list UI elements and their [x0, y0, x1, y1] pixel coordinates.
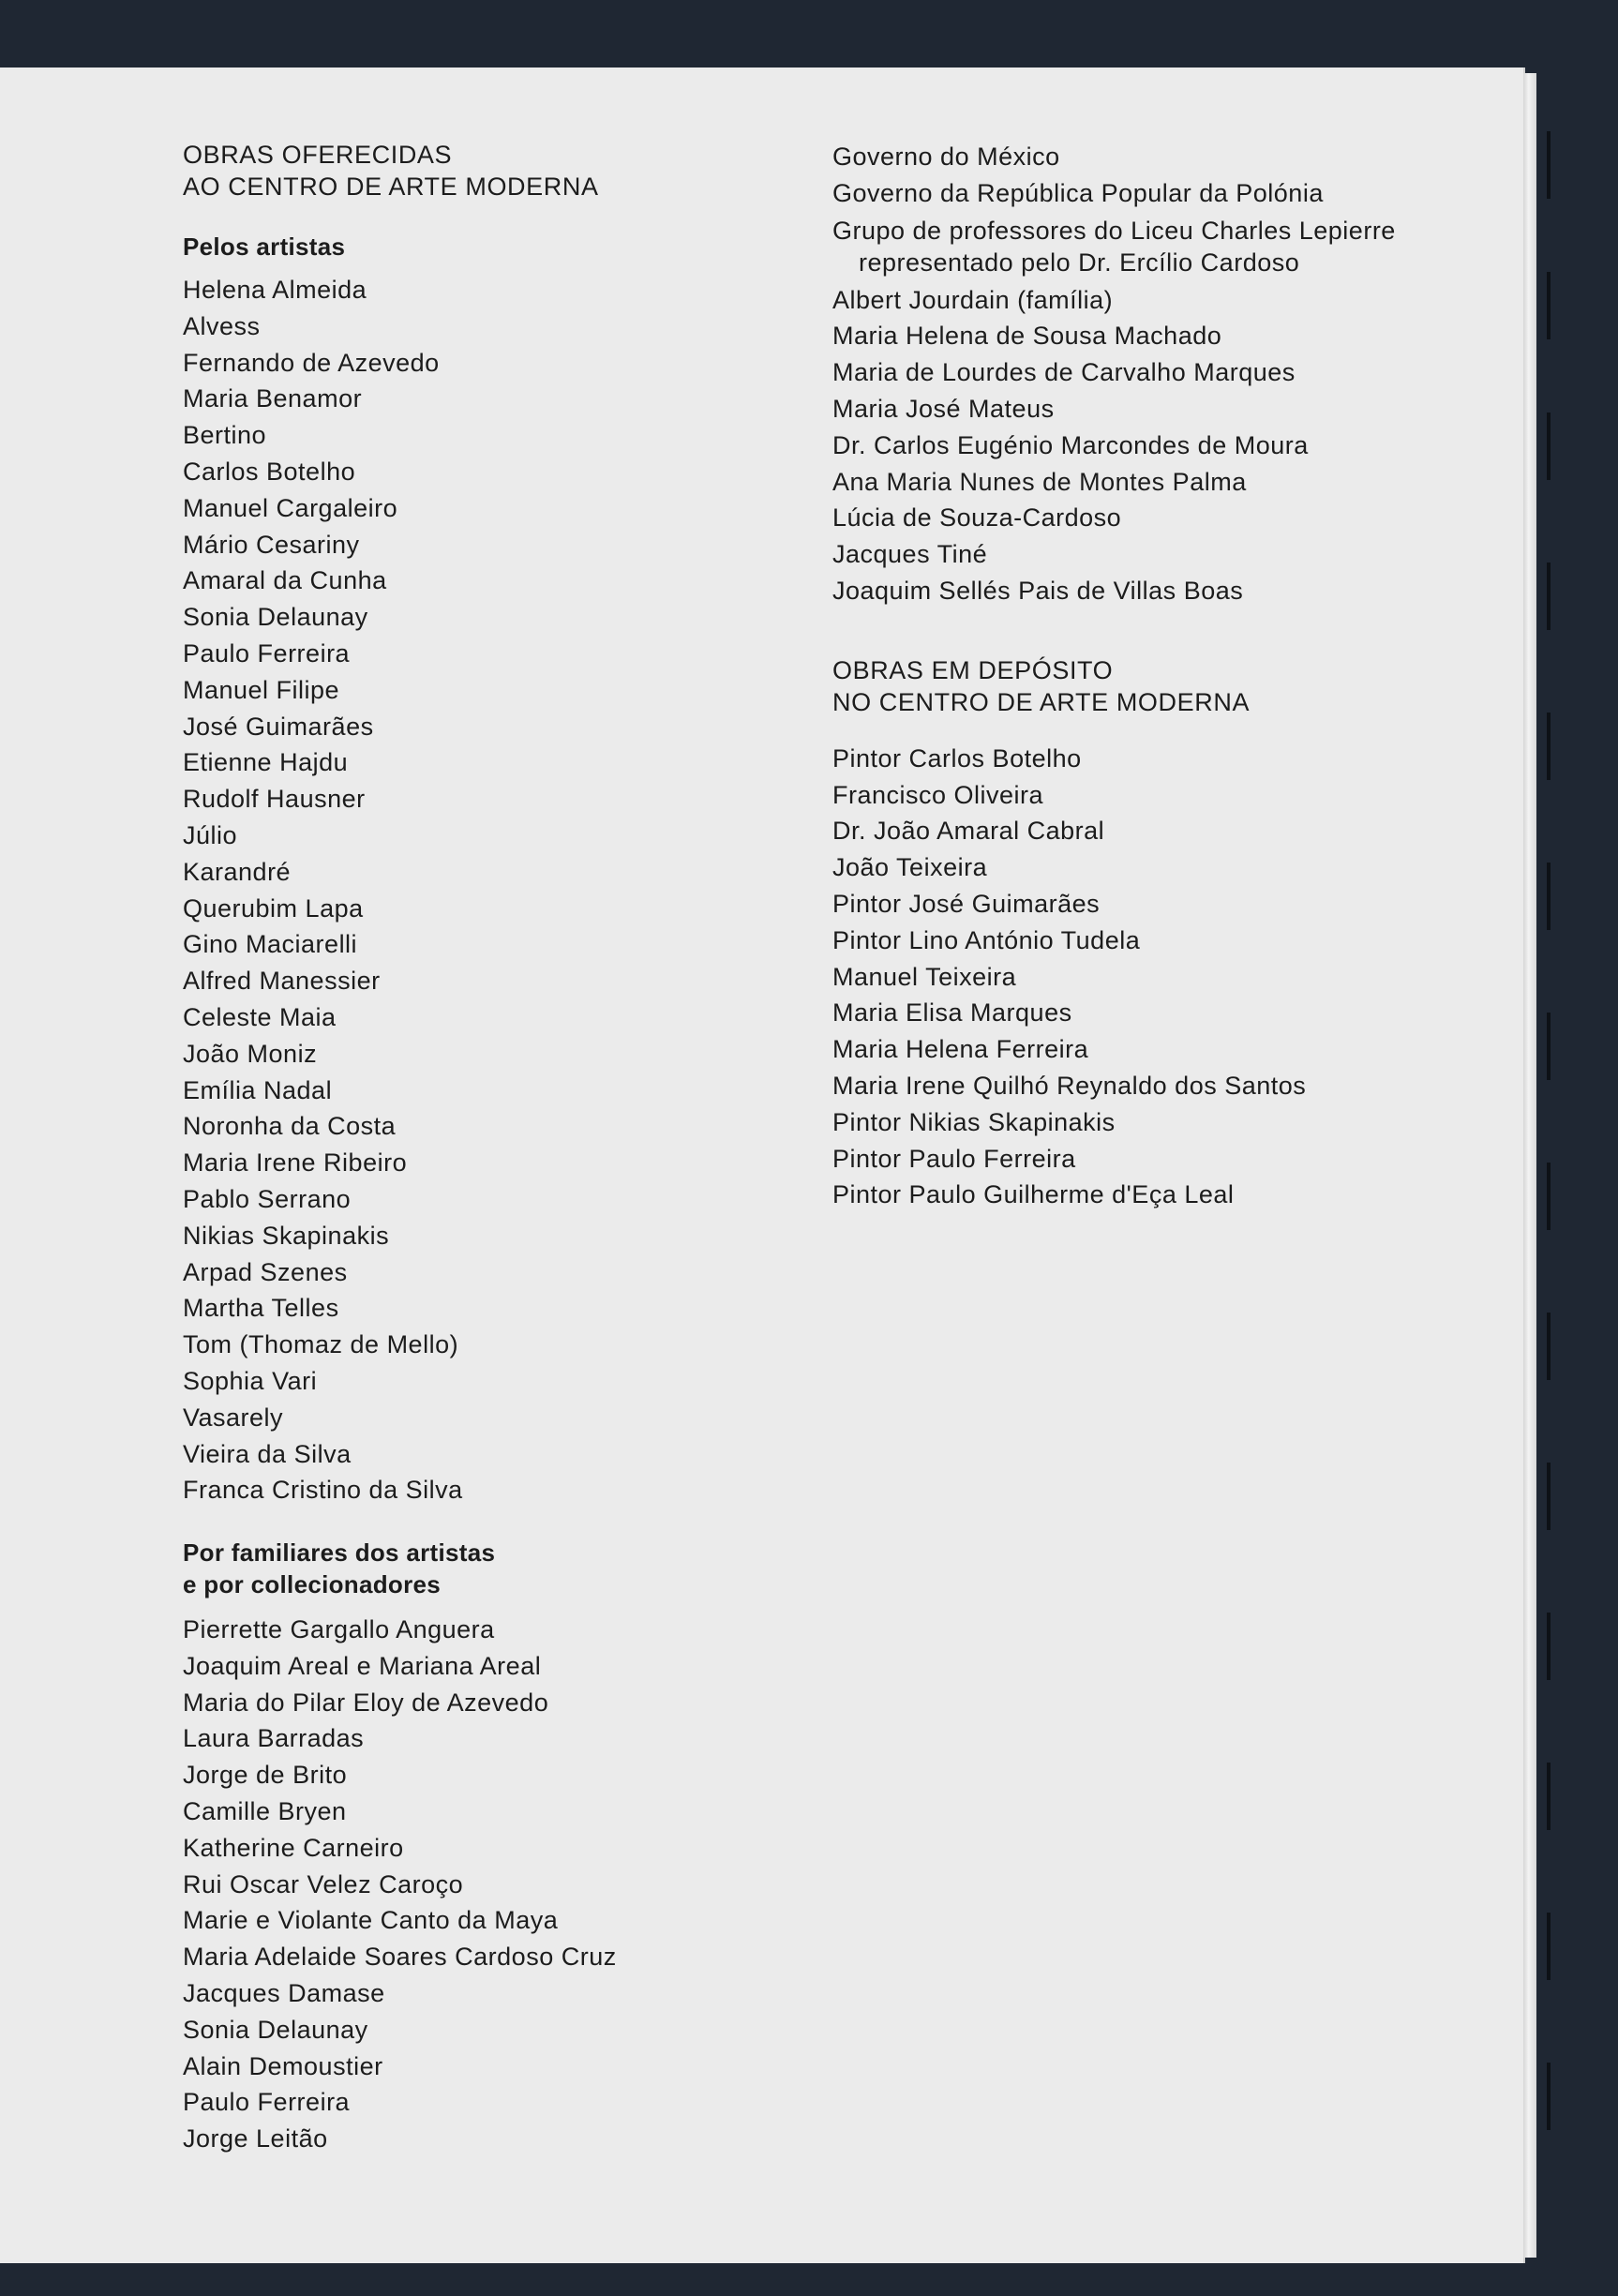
list-item: Pintor Paulo Guilherme d'Eça Leal — [832, 1180, 1235, 1209]
list-item: Noronha da Costa — [183, 1112, 397, 1141]
list-item: Maria Irene Quilhó Reynaldo dos Santos — [832, 1071, 1307, 1100]
list-item: Maria Helena Ferreira — [832, 1035, 1089, 1064]
donors-list-continued — [832, 282, 1489, 609]
artists-list — [183, 272, 792, 1508]
page-edge — [1523, 73, 1536, 2258]
list-item: Franca Cristino da Silva — [183, 1476, 463, 1505]
list-item: Maria do Pilar Eloy de Azevedo — [183, 1688, 549, 1717]
list-item: Maria Elisa Marques — [832, 998, 1072, 1028]
list-item: Paulo Ferreira — [183, 638, 351, 668]
deposit-title: OBRAS EM DEPÓSITO NO CENTRO DE ARTE MODERNA — [832, 655, 1251, 716]
binding-mark — [1547, 272, 1551, 339]
list-item: Ana Maria Nunes de Montes Palma — [832, 467, 1247, 496]
list-item: Governo da República Popular da Polónia — [832, 178, 1324, 207]
binding-mark — [1547, 713, 1551, 780]
list-item: Pablo Serrano — [183, 1184, 352, 1213]
list-item: Laura Barradas — [183, 1724, 365, 1753]
list-item: Governo do México — [832, 143, 1060, 171]
list-item: Manuel Filipe — [183, 675, 340, 704]
list-item: Jorge Leitão — [183, 2124, 328, 2153]
list-item: Maria Helena de Sousa Machado — [832, 322, 1222, 351]
list-item: Nikias Skapinakis — [183, 1221, 390, 1250]
list-item: Gino Maciarelli — [183, 930, 358, 959]
donations-title: OBRAS OFERECIDAS AO CENTRO DE ARTE MODERNA — [183, 141, 599, 201]
list-item: Jacques Tiné — [832, 540, 988, 569]
right-column — [832, 139, 1489, 1213]
donors-list — [832, 139, 1489, 278]
list-item: Pierrette Gargallo Anguera — [183, 1615, 495, 1644]
list-item: Lúcia de Souza-Cardoso — [832, 503, 1122, 533]
list-item: Jorge de Brito — [183, 1761, 348, 1790]
list-item: Martha Telles — [183, 1294, 339, 1323]
list-item: Querubim Lapa — [183, 893, 364, 923]
list-item: Camille Bryen — [183, 1797, 347, 1826]
list-item: Emília Nadal — [183, 1075, 333, 1104]
list-item: Katherine Carneiro — [183, 1833, 404, 1862]
list-item: Rui Oscar Velez Caroço — [183, 1869, 464, 1898]
list-item: Helena Almeida — [183, 276, 367, 304]
list-item: Fernando de Azevedo — [183, 348, 440, 377]
list-item: Pintor Carlos Botelho — [832, 743, 1082, 773]
list-item: Maria José Mateus — [832, 394, 1055, 423]
binding-mark — [1547, 1313, 1551, 1380]
binding-mark — [1547, 1763, 1551, 1830]
list-item: Arpad Szenes — [183, 1257, 348, 1286]
list-item: Pintor José Guimarães — [832, 889, 1101, 918]
binding-mark — [1547, 563, 1551, 630]
binding-mark — [1547, 413, 1551, 480]
artists-heading: Pelos artistas — [183, 233, 346, 261]
list-item: Marie e Violante Canto da Maya — [183, 1906, 559, 1935]
list-item: Joaquim Areal e Mariana Areal — [183, 1651, 542, 1680]
list-item: Alain Demoustier — [183, 2051, 383, 2080]
list-item: João Teixeira — [832, 853, 988, 882]
list-item: Dr. João Amaral Cabral — [832, 817, 1105, 846]
list-item: Rudolf Hausner — [183, 785, 366, 814]
list-item: João Moniz — [183, 1039, 318, 1068]
binding-mark — [1547, 863, 1551, 930]
list-item: Mário Cesariny — [183, 530, 360, 559]
list-item-continuation: representado pelo Dr. Ercílio Cardoso — [859, 248, 1300, 277]
list-item: Maria de Lourdes de Carvalho Marques — [832, 358, 1296, 387]
binding-mark — [1547, 1163, 1551, 1230]
binding-mark — [1547, 1463, 1551, 1530]
list-item: Tom (Thomaz de Mello) — [183, 1330, 459, 1359]
list-item: Manuel Cargaleiro — [183, 493, 398, 522]
list-item: Etienne Hajdu — [183, 748, 349, 777]
list-item: Vasarely — [183, 1403, 284, 1432]
list-item: Bertino — [183, 421, 267, 450]
list-item: Paulo Ferreira — [183, 2088, 351, 2117]
collectors-list — [183, 1612, 792, 2157]
list-item: Carlos Botelho — [183, 457, 356, 486]
list-item: Maria Irene Ribeiro — [183, 1148, 408, 1178]
deposit-list — [832, 741, 1489, 1213]
list-item: Maria Adelaide Soares Cardoso Cruz — [183, 1943, 617, 1972]
list-item: Pintor Nikias Skapinakis — [832, 1107, 1116, 1136]
list-item: Amaral da Cunha — [183, 566, 387, 595]
list-item: Maria Benamor — [183, 384, 363, 413]
list-item: Alfred Manessier — [183, 967, 381, 996]
list-item: Pintor Paulo Ferreira — [832, 1144, 1076, 1173]
list-item: Sonia Delaunay — [183, 2015, 368, 2044]
list-item — [832, 212, 1489, 278]
list-item: Júlio — [183, 820, 238, 849]
collectors-heading: Por familiares dos artistas e por collecionadores — [183, 1538, 496, 1599]
binding-mark — [1547, 1013, 1551, 1080]
list-item: Alvess — [183, 311, 261, 340]
list-item: Albert Jourdain (família) — [832, 285, 1114, 314]
binding-mark — [1547, 131, 1551, 199]
list-item: Vieira da Silva — [183, 1439, 352, 1468]
list-item: Joaquim Sellés Pais de Villas Boas — [832, 576, 1244, 605]
list-item: José Guimarães — [183, 712, 374, 741]
binding-mark — [1547, 1913, 1551, 1980]
list-item: Dr. Carlos Eugénio Marcondes de Moura — [832, 430, 1309, 459]
list-item: Pintor Lino António Tudela — [832, 925, 1141, 954]
list-item: Jacques Damase — [183, 1979, 385, 2008]
binding-mark — [1547, 2063, 1551, 2130]
list-item: Karandré — [183, 857, 292, 886]
left-column — [183, 139, 792, 2157]
list-item: Francisco Oliveira — [832, 780, 1044, 809]
list-item: Sonia Delaunay — [183, 603, 368, 632]
binding-mark — [1547, 1613, 1551, 1680]
list-item: Celeste Maia — [183, 1002, 337, 1031]
list-item-text: Grupo de professores do Liceu Charles Lepierre — [832, 216, 1396, 245]
list-item: Sophia Vari — [183, 1366, 318, 1395]
list-item: Manuel Teixeira — [832, 962, 1017, 991]
